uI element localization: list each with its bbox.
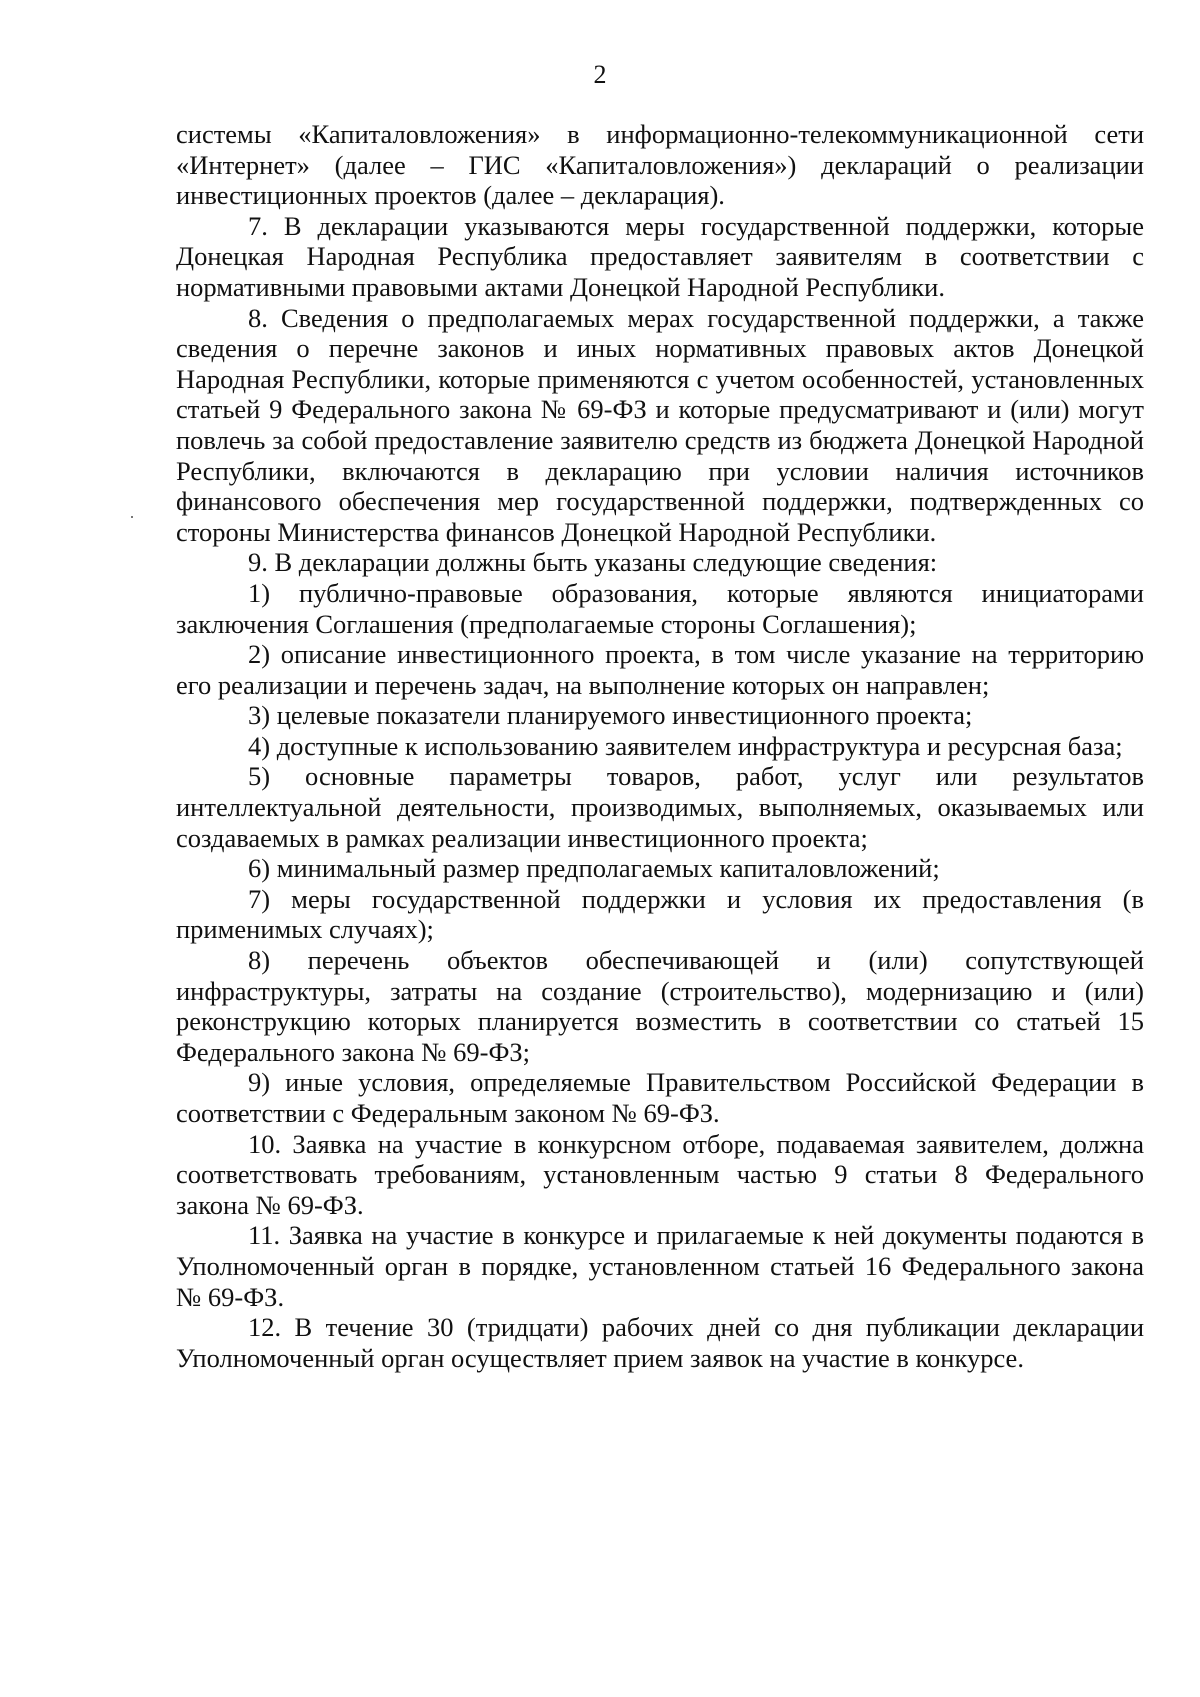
paragraph-item-7: 7. В декларации указываются меры государственной поддержки, которые Донецкая Народная Республика предоставляет заявителям в соответствии с нормативными правовыми актами Донецкой Народной Республики. (176, 210, 1144, 302)
subitem-9-9: 9) иные условия, определяемые Правительством Российской Федерации в соответствии с Федеральным законом № 69-ФЗ. (176, 1067, 1144, 1128)
paragraph-item-10: 10. Заявка на участие в конкурсном отборе, подаваемая заявителем, должна соответствовать требованиям, установленным частью 9 статьи 8 Федерального закона № 69-ФЗ. (176, 1128, 1144, 1220)
paragraph-item-8: 8. Сведения о предполагаемых мерах государственной поддержки, а также сведения о перечне законов и иных нормативных правовых актов Донецкой Народная Республики, которые применяются с учетом особенностей, установленных статьей 9 Федерального закона № 69-ФЗ и которые предусматривают и (или) могут повлечь за собой предоставление заявителю средств из бюджета Донецкой Народной Республики, включаются в декларацию при условии наличия источников финансового обеспечения мер государственной поддержки, подтвержденных со стороны Министерства финансов Донецкой Народной Республики. (176, 302, 1144, 547)
paragraph-continuation: системы «Капиталовложения» в информационно-телекоммуникационной сети «Интернет» (далее – ГИС «Капиталовложения») деклараций о реализации инвестиционных проектов (далее – декларация). (176, 119, 1144, 211)
subitem-9-8: 8) перечень объектов обеспечивающей и (или) сопутствующей инфраструктуры, затраты на создание (строительство), модернизацию и (или) реконструкцию которых планируется возместить в соответствии со статьей 15 Федерального закона № 69-ФЗ; (176, 945, 1144, 1067)
paragraph-item-12: 12. В течение 30 (тридцати) рабочих дней со дня публикации декларации Уполномоченный орган осуществляет прием заявок на участие в конкурсе. (176, 1312, 1144, 1373)
scan-artifact-dot (131, 516, 133, 518)
subitem-9-2: 2) описание инвестиционного проекта, в том числе указание на территорию его реализации и перечень задач, на выполнение которых он направлен; (176, 639, 1144, 700)
document-body (176, 119, 1144, 1373)
page-number: 2 (593, 60, 607, 89)
subitem-9-6: 6) минимальный размер предполагаемых капиталовложений; (248, 853, 940, 884)
paragraph-item-9: 9. В декларации должны быть указаны следующие сведения: (248, 547, 938, 578)
subitem-9-7: 7) меры государственной поддержки и условия их предоставления (в применимых случаях); (176, 883, 1144, 945)
paragraph-item-11: 11. Заявка на участие в конкурсе и прилагаемые к ней документы подаются в Уполномоченный орган в порядке, установленном статьей 16 Федерального закона № 69-ФЗ. (176, 1220, 1144, 1312)
subitem-9-4: 4) доступные к использованию заявителем инфраструктура и ресурсная база; (248, 730, 1123, 761)
subitem-9-3: 3) целевые показатели планируемого инвестиционного проекта; (248, 700, 973, 731)
subitem-9-5: 5) основные параметры товаров, работ, услуг или результатов интеллектуальной деятельности, производимых, выполняемых, оказываемых или создаваемых в рамках реализации инвестиционного проекта; (176, 761, 1144, 853)
subitem-9-1: 1) публично-правовые образования, которые являются инициаторами заключения Соглашения (предполагаемые стороны Соглашения); (176, 577, 1144, 639)
